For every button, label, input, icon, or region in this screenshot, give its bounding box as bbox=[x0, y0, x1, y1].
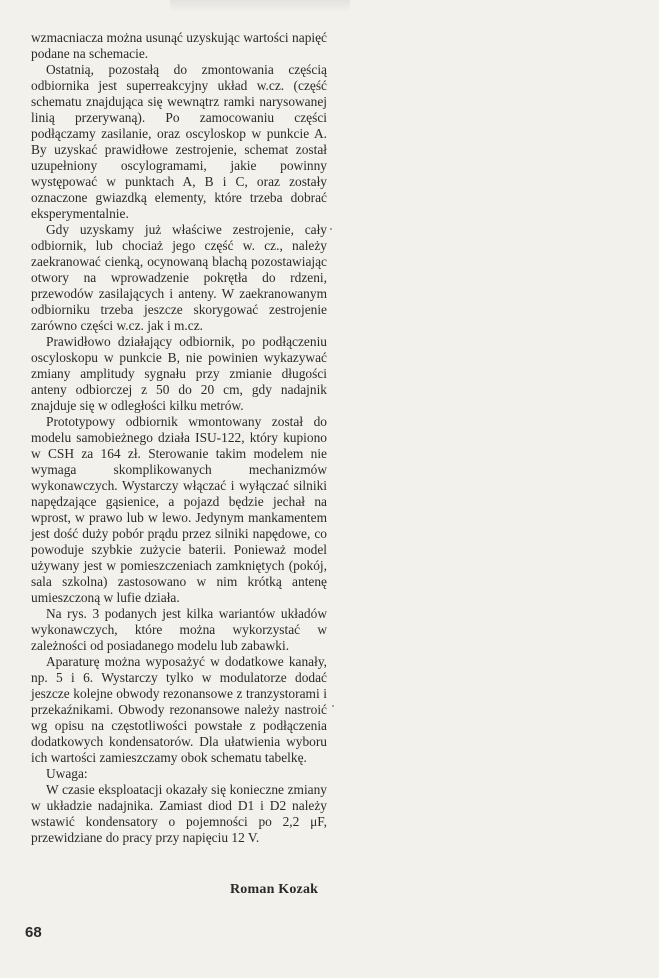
scan-smudge bbox=[170, 0, 350, 12]
page-number: 68 bbox=[25, 924, 42, 941]
scan-speck bbox=[330, 228, 332, 230]
paragraph-continuation: wzmacniacza można usunąć uzyskując wartości napięć podane na schemacie. bbox=[31, 30, 327, 61]
paragraph-note: W czasie eksploatacji okazały się konieczne zmiany w układzie nadajnika. Zamiast diod D1 i D2 należy wstawić kondensatory o pojemności po 2,2 μF, przewidziane do pracy przy napięciu 12 V. bbox=[31, 782, 327, 845]
paragraph-extra-channels: Aparaturę można wyposażyć w dodatkowe kanały, np. 5 i 6. Wystarczy tylko w modulatorze dodać jeszcze kolejne obwody rezonansowe z tranzystorami i przekaźnikami. Obwody rezonansowe należy nastroić wg opisu na częstotliwości powstałe z podłączenia dodatkowych kondensatorów. Dla ułatwienia wyboru ich wartości zamieszczamy obok schematu tabelkę. bbox=[31, 654, 327, 765]
paragraph-prototype: Prototypowy odbiornik wmontowany został do modelu samobieżnego działa ISU-122, który kupiono w CSH za 164 zł. Sterowanie takim modelem nie wymaga skomplikowanych mechanizmów wykonawczych. Wystarczy włączać i wyłączać silniki napędzające gąsienice, a pojazd będzie jechał na wprost, w prawo lub w lewo. Jedynym mankamentem jest dość duży pobór prądu przez silniki napędowe, co powoduje szybkie zużycie baterii. Ponieważ model używany jest w pomieszczeniach zamkniętych (pokój, sala szkolna) zastosowano w nim krótką antenę umieszczoną w lufie działa. bbox=[31, 414, 327, 605]
author-signature: Roman Kozak bbox=[230, 882, 319, 897]
paragraph-superreaction: Ostatnią, pozostałą do zmontowania częścią odbiornika jest superreakcyjny układ w.cz. (część schematu znajdująca się wewnątrz ramki narysowanej linią przerywaną). Po zamocowaniu części podłączamy zasilanie, oraz oscyloskop w punkcie A. By uzyskać prawidłowe zestrojenie, schemat został uzupełniony oscylogramami, jakie powinny występować w punktach A, B i C, oraz zostały oznaczone gwiazdką elementy, które trzeba dobrać eksperymentalnie. bbox=[31, 62, 327, 221]
paragraph-shielding: Gdy uzyskamy już właściwe zestrojenie, cały odbiornik, lub chociaż jego część w. cz., należy zaekranować cienką, ocynowaną blachą pozostawiając otwory na wprowadzenie pokrętła do rdzeni, przewodów zasilających i anteny. W zaekranowanym odbiorniku trzeba jeszcze skorygować zestrojenie zarówno części w.cz. jak i m.cz. bbox=[31, 222, 327, 333]
scan-speck bbox=[332, 705, 334, 707]
note-label: Uwaga: bbox=[46, 766, 88, 781]
paragraph-oscilloscope-check: Prawidłowo działający odbiornik, po podłączeniu oscyloskopu w punkcie B, nie powinien wykazywać zmiany amplitudy sygnału przy zmianie długości anteny odbiorczej z 50 do 20 cm, gdy nadajnik znajduje się w odległości kilku metrów. bbox=[31, 334, 327, 413]
article-column bbox=[31, 30, 327, 846]
paragraph-figure-reference: Na rys. 3 podanych jest kilka wariantów układów wykonawczych, które można wykorzystać w zależności od posiadanego modelu lub zabawki. bbox=[31, 606, 327, 653]
